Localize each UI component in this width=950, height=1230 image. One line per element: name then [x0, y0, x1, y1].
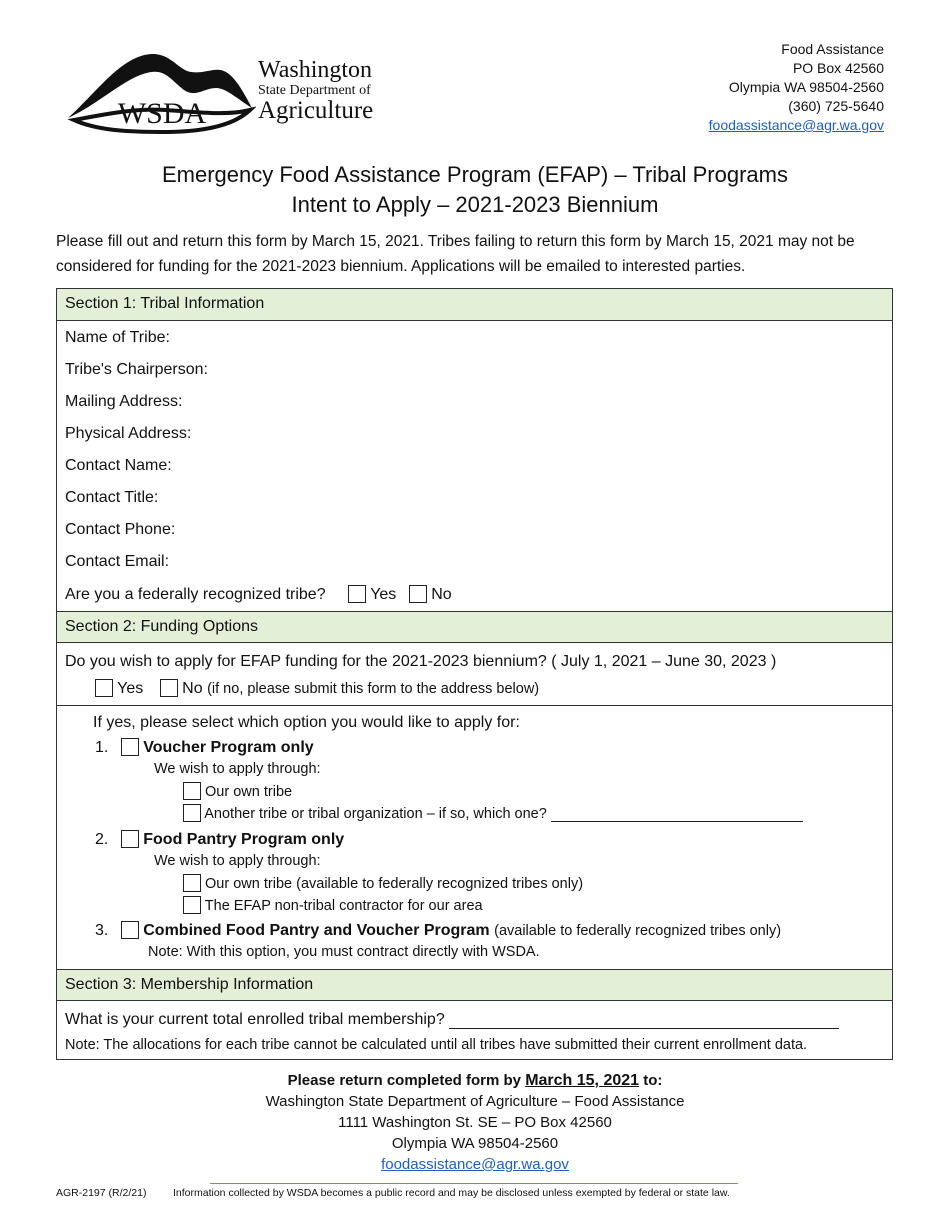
option3-number: 3. — [95, 922, 109, 939]
option2-through: We wish to apply through: — [154, 853, 321, 869]
option3-subnote: Note: With this option, you must contract directly with WSDA. — [148, 944, 540, 960]
logo-line1: Washington — [258, 57, 373, 83]
option3-row — [95, 921, 781, 940]
option1-number: 1. — [95, 739, 109, 756]
funding-no-checkbox[interactable] — [160, 679, 178, 697]
contact-po-box: PO Box 42560 — [792, 60, 884, 76]
option1-own-tribe-checkbox[interactable] — [183, 782, 201, 800]
footer-divider — [210, 1183, 738, 1184]
option1-checkbox[interactable] — [121, 738, 139, 756]
field-chairperson[interactable]: Tribe's Chairperson: — [65, 361, 208, 378]
option1-own-tribe-row — [183, 782, 292, 800]
footer-disclaimer: Information collected by WSDA becomes a public record and may be disclosed unless exempted by federal or state law. — [173, 1187, 730, 1199]
select-prompt: If yes, please select which option you would like to apply for: — [93, 714, 520, 731]
option1-label: Voucher Program only — [143, 739, 314, 756]
field-contact-phone[interactable]: Contact Phone: — [65, 521, 176, 538]
title-line2: Intent to Apply – 2021-2023 Biennium — [291, 192, 659, 217]
membership-note: Note: The allocations for each tribe cannot be calculated until all tribes have submitted their current enrollment data. — [65, 1037, 808, 1053]
option1-row — [95, 738, 314, 757]
option1-own-tribe-label: Our own tribe — [205, 784, 293, 800]
return-street: 1111 Washington St. SE – PO Box 42560 — [338, 1114, 612, 1131]
federal-yes-checkbox[interactable] — [348, 585, 366, 603]
membership-question: What is your current total enrolled tribal membership? — [65, 1011, 445, 1028]
return-block — [0, 1070, 950, 1175]
option2-own-tribe-row — [183, 874, 583, 892]
field-physical-address[interactable]: Physical Address: — [65, 425, 192, 442]
return-to: to: — [643, 1072, 663, 1089]
option2-own-tribe-note: (available to federally recognized tribes only) — [296, 876, 584, 892]
contact-block — [709, 40, 884, 135]
funding-no-note: (if no, please submit this form to the address below) — [207, 681, 540, 697]
option3-checkbox[interactable] — [121, 921, 139, 939]
option3-label: Combined Food Pantry and Voucher Program — [143, 922, 490, 939]
logo-abbr: WSDA — [117, 97, 207, 130]
field-contact-title[interactable]: Contact Title: — [65, 489, 159, 506]
federal-no-label: No — [431, 586, 452, 603]
funding-no-label: No — [182, 680, 203, 697]
return-city: Olympia WA 98504-2560 — [391, 1135, 559, 1152]
option2-own-tribe-checkbox[interactable] — [183, 874, 201, 892]
field-contact-email[interactable]: Contact Email: — [65, 553, 170, 570]
section3-header: Section 3: Membership Information — [57, 969, 892, 1001]
title-line1: Emergency Food Assistance Program (EFAP) – Tribal Programs — [161, 162, 788, 187]
mountain-logo-icon — [66, 48, 256, 134]
intro-text: Please fill out and return this form by March 15, 2021. Tribes failing to return this form by March 15, 2021 may not be considered for funding for the 2021-2023 biennium. Applications will be emailed to interested parties. — [56, 233, 855, 275]
membership-row — [65, 1011, 839, 1029]
funding-question: Do you wish to apply for EFAP funding for the 2021-2023 biennium? ( July 1, 2021 – June 30, 2023 ) — [65, 653, 777, 670]
return-line — [0, 1070, 950, 1091]
contact-org: Food Assistance — [781, 41, 884, 57]
option1-other-tribe-checkbox[interactable] — [183, 804, 201, 822]
return-date: March 15, 2021 — [525, 1072, 640, 1089]
funding-yes-label: Yes — [117, 680, 144, 697]
membership-input-line[interactable] — [449, 1028, 839, 1029]
field-contact-name[interactable]: Contact Name: — [65, 457, 172, 474]
return-org: Washington State Department of Agriculture – Food Assistance — [265, 1093, 685, 1110]
form-id: AGR-2197 (R/2/21) — [56, 1187, 147, 1199]
logo-line3: Agriculture — [258, 97, 374, 124]
logo-wordmark — [258, 58, 373, 123]
option1-other-tribe-label: Another tribe or tribal organization – if so, which one? — [204, 806, 547, 822]
contact-phone: (360) 725-5640 — [788, 98, 884, 114]
option2-checkbox[interactable] — [121, 830, 139, 848]
section1-header: Section 1: Tribal Information — [57, 289, 892, 321]
page-title — [0, 160, 950, 220]
divider — [57, 705, 892, 706]
option2-contractor-label: The EFAP non-tribal contractor for our area — [204, 898, 483, 914]
federal-question: Are you a federally recognized tribe? — [65, 586, 326, 603]
option2-contractor-row — [183, 896, 483, 914]
option1-other-tribe-row — [183, 804, 803, 822]
field-name-of-tribe[interactable]: Name of Tribe: — [65, 329, 170, 346]
option1-through: We wish to apply through: — [154, 761, 321, 777]
logo-line2: State Department of — [258, 83, 371, 98]
option2-contractor-checkbox[interactable] — [183, 896, 201, 914]
return-lead: Please return completed form by — [287, 1072, 522, 1089]
option2-label: Food Pantry Program only — [143, 831, 345, 848]
option2-row — [95, 830, 344, 849]
federal-no-checkbox[interactable] — [409, 585, 427, 603]
field-mailing-address[interactable]: Mailing Address: — [65, 393, 183, 410]
contact-city: Olympia WA 98504-2560 — [728, 79, 884, 95]
section2-header: Section 2: Funding Options — [57, 611, 892, 643]
option2-number: 2. — [95, 831, 109, 848]
option3-note: (available to federally recognized tribes only) — [494, 923, 782, 939]
funding-answer-row — [95, 679, 539, 698]
option1-other-tribe-blank[interactable] — [551, 821, 803, 822]
funding-yes-checkbox[interactable] — [95, 679, 113, 697]
return-email-link[interactable]: foodassistance@agr.wa.gov — [381, 1156, 569, 1173]
contact-email-link[interactable]: foodassistance@agr.wa.gov — [708, 117, 884, 133]
federal-recognition-row — [65, 585, 452, 604]
option2-own-tribe-label: Our own tribe — [205, 876, 293, 892]
federal-yes-label: Yes — [370, 586, 397, 603]
application-form — [56, 288, 893, 1060]
